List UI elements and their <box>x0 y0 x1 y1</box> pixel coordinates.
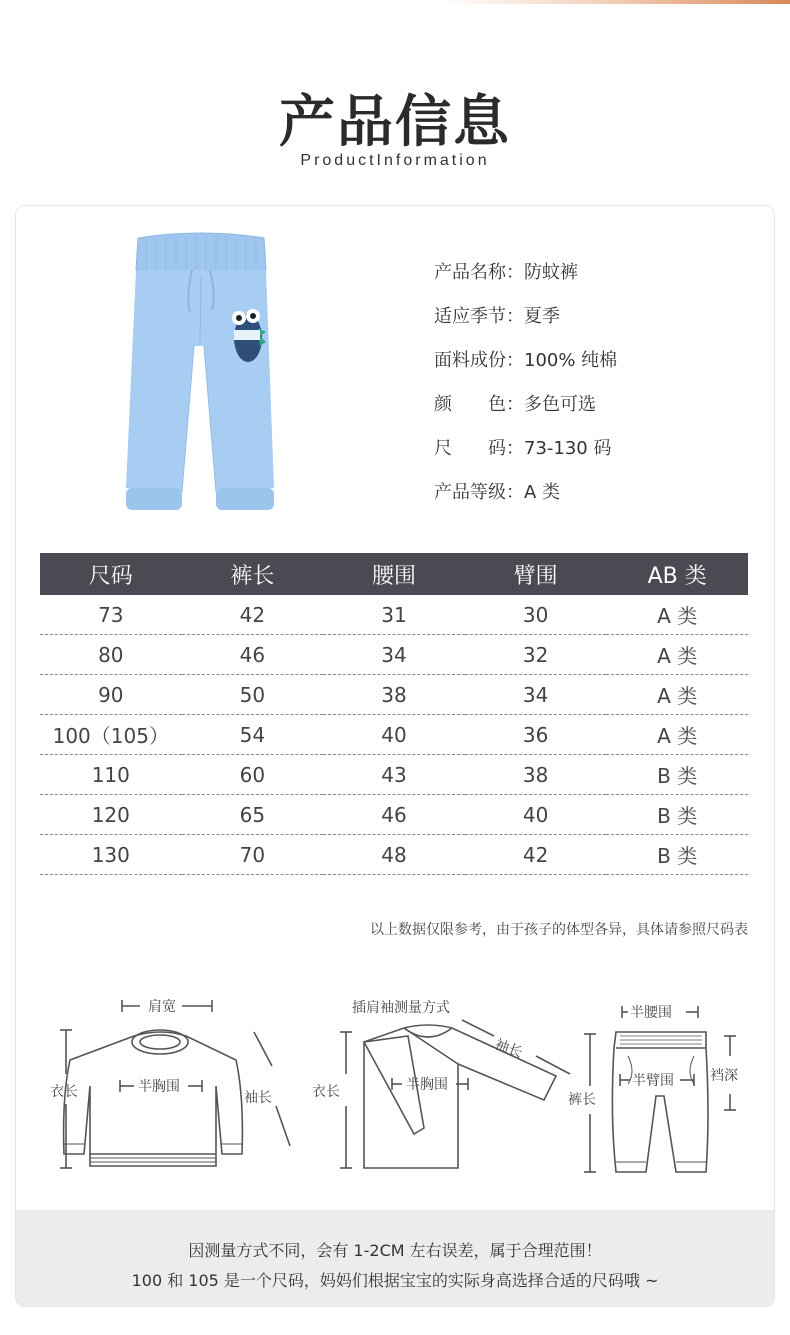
spec-row-fabric <box>434 337 617 381</box>
table-cell: 65 <box>182 795 324 835</box>
table-cell: B 类 <box>606 755 748 795</box>
footer-line-2: 100 和 105 是一个尺码，妈妈们根据宝宝的实际身高选择合适的尺码哦 ~ <box>131 1271 659 1290</box>
table-cell: 73 <box>40 595 182 635</box>
table-row <box>40 715 748 755</box>
page-title: 产品信息 <box>279 90 511 155</box>
table-row <box>40 675 748 715</box>
table-row <box>40 755 748 795</box>
table-cell: 38 <box>323 675 465 715</box>
table-cell: 50 <box>182 675 324 715</box>
table-cell: 40 <box>323 715 465 755</box>
sweater-sleeve-label: 袖长 <box>244 1090 272 1106</box>
table-cell: 40 <box>465 795 607 835</box>
spec-label: 颜 色： <box>434 394 524 415</box>
raglan-length-label: 衣长 <box>312 1084 340 1100</box>
spec-value: 夏季 <box>524 306 560 327</box>
table-cell: 48 <box>323 835 465 875</box>
table-header-row <box>40 553 748 595</box>
spec-row-grade <box>434 469 617 513</box>
spec-row-season <box>434 293 617 337</box>
table-header-cell: AB 类 <box>606 553 748 595</box>
table-cell: 38 <box>465 755 607 795</box>
table-cell: 90 <box>40 675 182 715</box>
table-cell: 46 <box>323 795 465 835</box>
footer-line-1: 因测量方式不同，会有 1-2CM 左右误差，属于合理范围！ <box>188 1241 602 1260</box>
pants-length-label: 裤长 <box>568 1092 596 1108</box>
table-cell: 42 <box>182 595 324 635</box>
spec-label: 面料成份： <box>434 350 524 371</box>
table-row <box>40 795 748 835</box>
page-subtitle: ProductInformation <box>300 152 490 169</box>
reference-note: 以上数据仅限参考，由于孩子的体型各异，具体请参照尺码表 <box>370 922 748 938</box>
table-cell: 43 <box>323 755 465 795</box>
product-image <box>116 226 286 518</box>
spec-row-name <box>434 249 617 293</box>
table-cell: A 类 <box>606 715 748 755</box>
table-cell: 110 <box>40 755 182 795</box>
spec-label: 产品名称： <box>434 262 524 283</box>
table-cell: 70 <box>182 835 324 875</box>
pants-diagram <box>584 1006 736 1172</box>
product-info-card <box>15 205 775 1307</box>
table-header-cell: 腰围 <box>323 553 465 595</box>
table-row <box>40 595 748 635</box>
spec-label: 尺 码： <box>434 438 524 459</box>
spec-value: 73-130 码 <box>524 438 612 459</box>
table-header-cell: 裤长 <box>182 553 324 595</box>
spec-label: 产品等级： <box>434 482 524 503</box>
table-header-cell: 臂围 <box>465 553 607 595</box>
table-cell: B 类 <box>606 795 748 835</box>
spec-row-color <box>434 381 617 425</box>
table-cell: B 类 <box>606 835 748 875</box>
pants-thigh-label: 半臂围 <box>632 1073 674 1089</box>
table-cell: A 类 <box>606 675 748 715</box>
table-cell: 31 <box>323 595 465 635</box>
spec-value: 防蚊裤 <box>524 262 578 283</box>
pants-waist-label: 半腰围 <box>630 1005 672 1021</box>
footer-notice <box>16 1210 774 1306</box>
sweater-chest-label: 半胸围 <box>138 1079 180 1095</box>
table-cell: 42 <box>465 835 607 875</box>
table-row <box>40 835 748 875</box>
table-cell: 36 <box>465 715 607 755</box>
spec-label: 适应季节： <box>434 306 524 327</box>
table-cell: 80 <box>40 635 182 675</box>
table-cell: 32 <box>465 635 607 675</box>
table-cell: 46 <box>182 635 324 675</box>
table-row <box>40 635 748 675</box>
spec-row-size <box>434 425 617 469</box>
spec-value: 100% 纯棉 <box>524 350 618 371</box>
table-cell: 100（105） <box>40 715 182 755</box>
sweater-length-label: 衣长 <box>50 1084 78 1100</box>
raglan-chest-label: 半胸围 <box>406 1077 448 1093</box>
spec-value: A 类 <box>524 482 561 503</box>
table-cell: 30 <box>465 595 607 635</box>
table-cell: 120 <box>40 795 182 835</box>
spec-value: 多色可选 <box>524 394 596 415</box>
table-cell: 130 <box>40 835 182 875</box>
top-accent-bar <box>440 0 790 4</box>
pants-rise-label: 裆深 <box>710 1068 738 1084</box>
table-cell: 34 <box>465 675 607 715</box>
table-cell: 34 <box>323 635 465 675</box>
table-cell: A 类 <box>606 595 748 635</box>
raglan-sleeve-label: 袖长 <box>492 1036 525 1062</box>
measurement-diagrams <box>16 976 774 1186</box>
spec-list <box>434 249 617 513</box>
size-table <box>40 553 748 875</box>
sweater-shoulder-label: 肩宽 <box>148 999 176 1015</box>
table-cell: A 类 <box>606 635 748 675</box>
raglan-diagram <box>340 1020 570 1168</box>
table-cell: 54 <box>182 715 324 755</box>
table-header-cell: 尺码 <box>40 553 182 595</box>
table-cell: 60 <box>182 755 324 795</box>
raglan-title-label: 插肩袖测量方式 <box>352 1000 450 1016</box>
